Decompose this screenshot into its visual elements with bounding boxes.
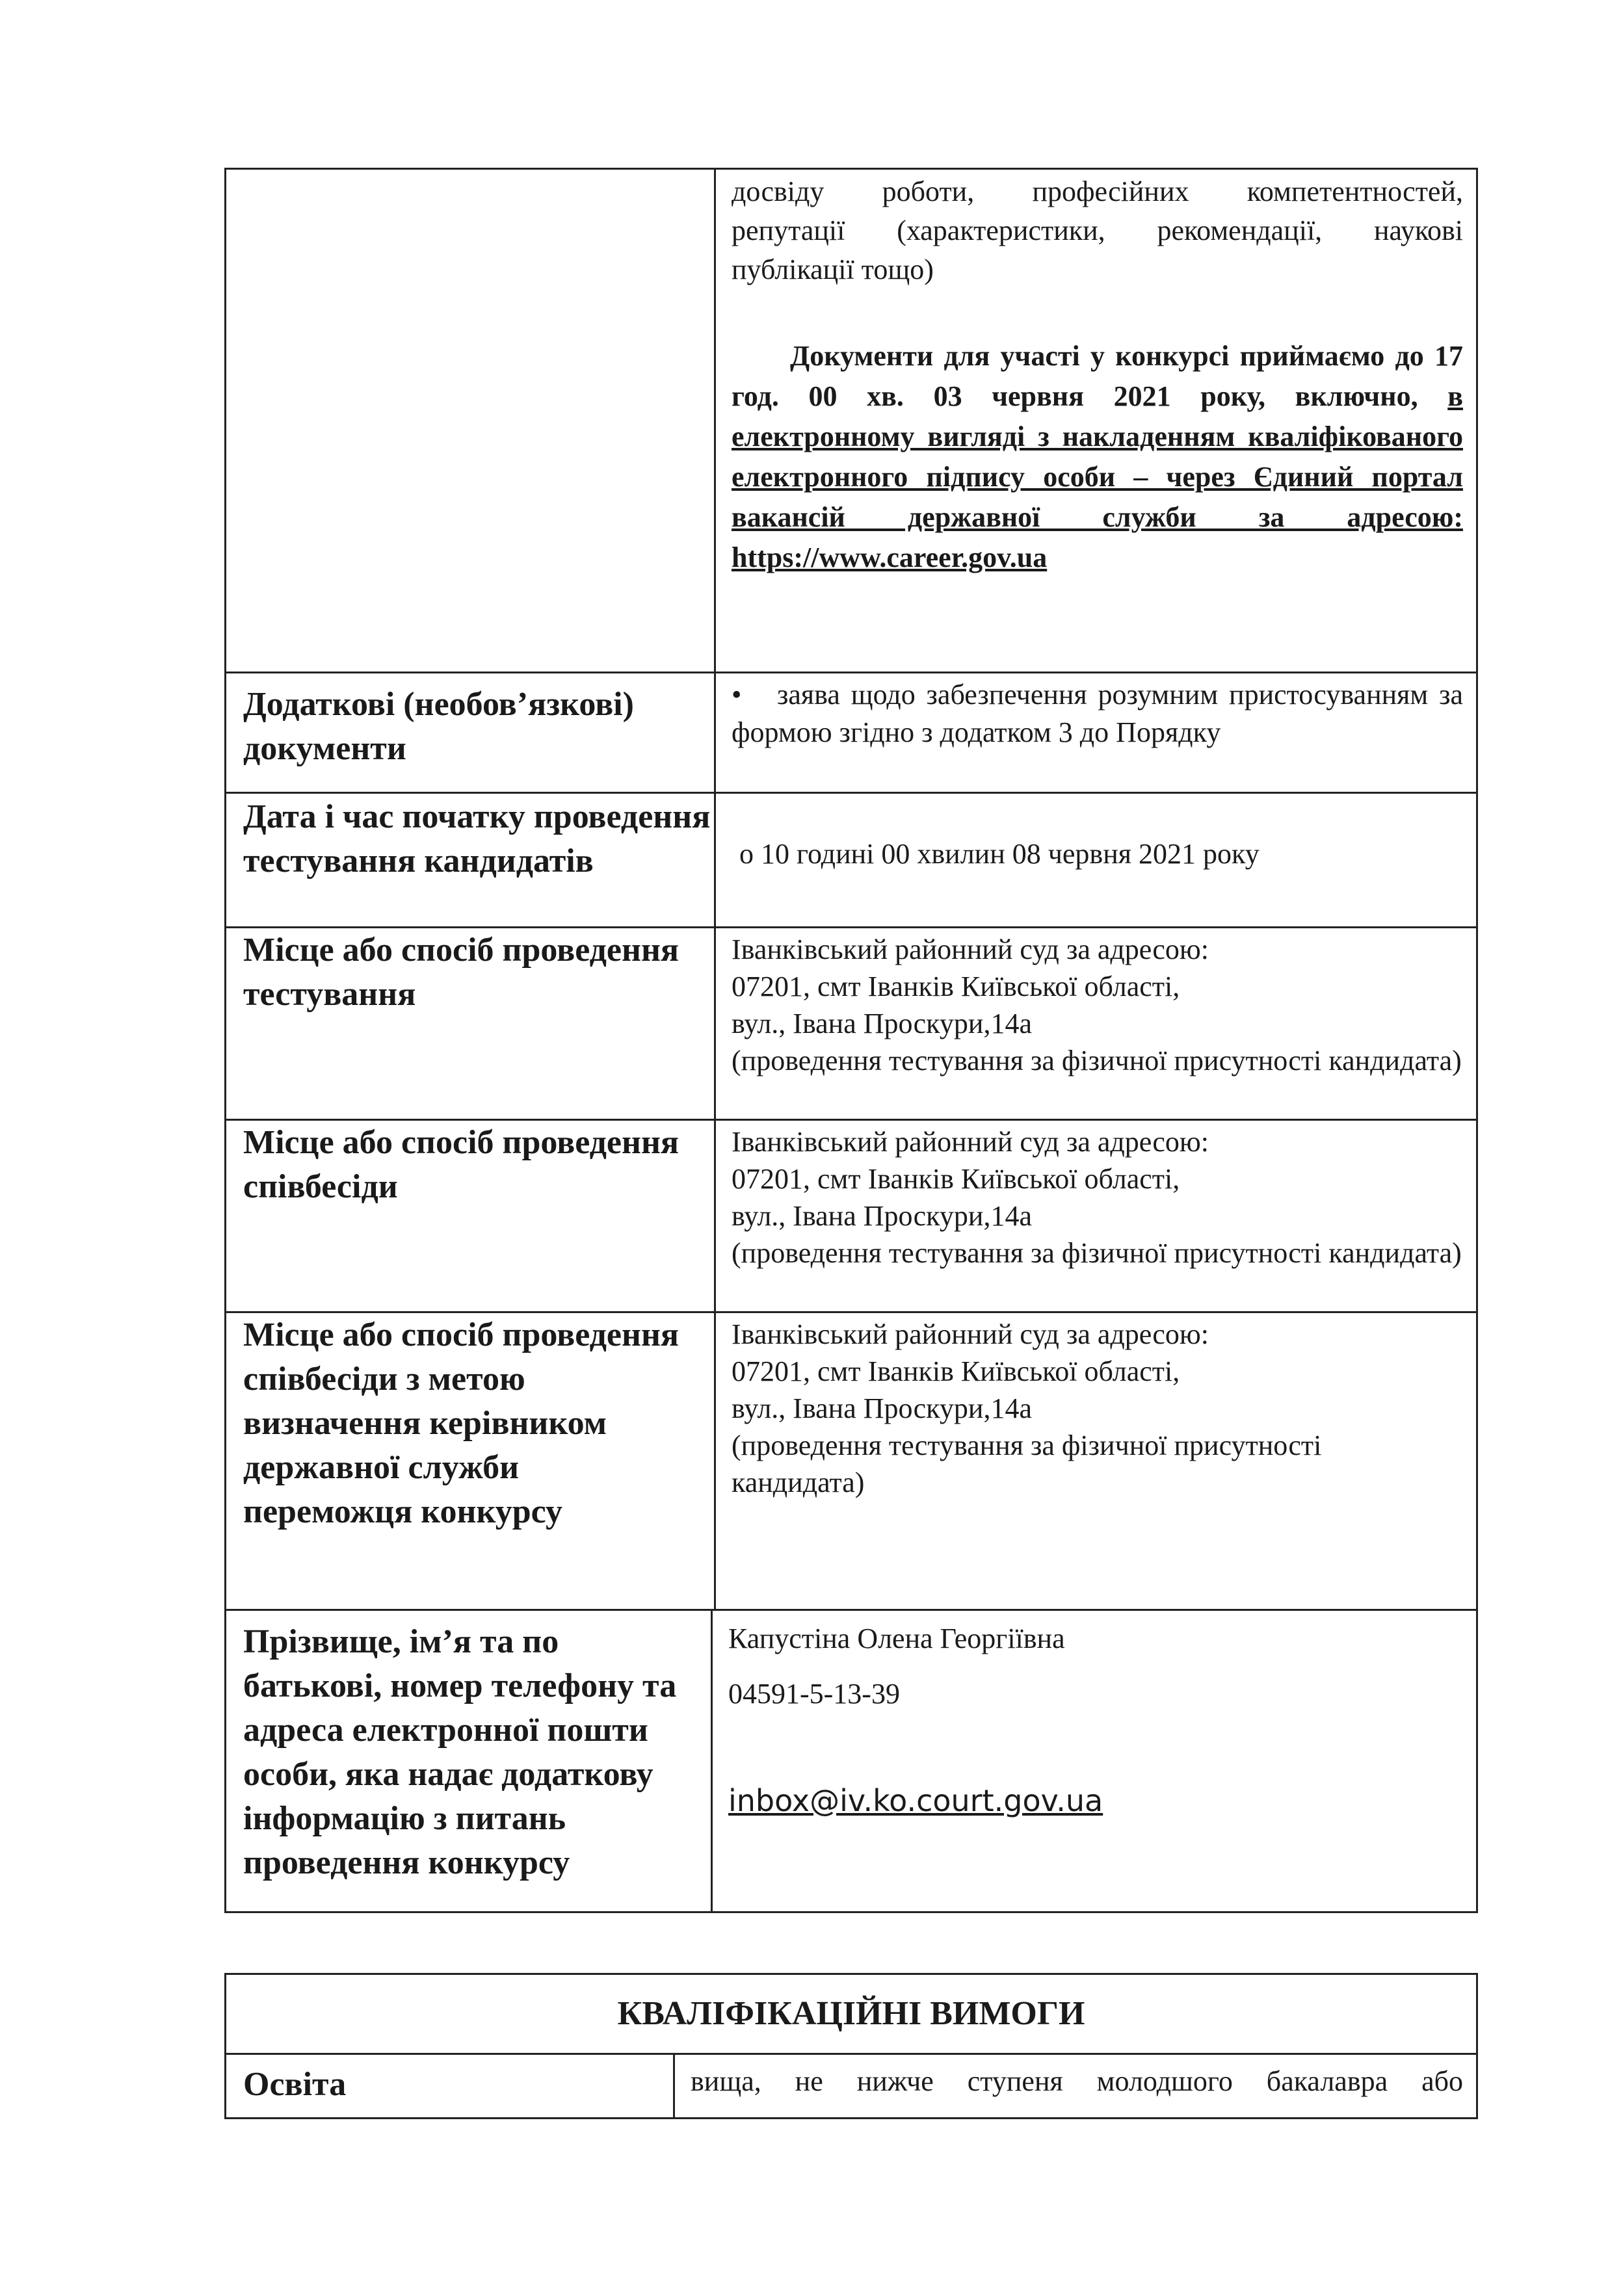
table-row — [226, 1313, 1476, 1611]
table-row — [226, 1121, 1476, 1313]
location-line-3: вул., Івана Проскури,14а — [732, 1200, 1032, 1232]
value-cell — [713, 1611, 1476, 1911]
location-line-2: 07201, смт Іванків Київської області, — [732, 1355, 1180, 1387]
value-cell — [716, 794, 1476, 926]
table-row — [226, 794, 1476, 928]
location-line-4: (проведення тестування за фізичної присутності — [732, 1429, 1322, 1461]
table-row — [226, 928, 1476, 1121]
row-label: Місце або спосіб проведення співбесіди з метою визначення керівником державної служби переможця конкурсу — [243, 1316, 680, 1530]
table-header-row — [226, 1975, 1476, 2055]
location-line-4: (проведення тестування за фізичної присутності кандидата) — [732, 1045, 1462, 1076]
value-cell — [716, 1313, 1476, 1609]
email-link[interactable]: inbox@iv.ko.court.gov.ua — [728, 1783, 1103, 1818]
deadline-lead: Документи для участі у конкурсі приймаємо до 17 год. 00 хв. 03 червня 2021 року, включно, — [732, 340, 1463, 412]
label-cell — [226, 1121, 716, 1311]
education-requirement: вища, не нижче ступеня молодшого бакалавра або — [691, 2065, 1463, 2097]
cont-line-2: репутації (характеристики, рекомендації, наукові — [732, 215, 1463, 246]
table-row — [226, 2055, 1476, 2117]
location-line-3: вул., Івана Проскури,14а — [732, 1008, 1032, 1039]
deadline-submission-method: в електронному вигляді з накладенням кваліфікованого електронного підпису особи – через Єдиний портал вакансій державної служби за адресою: https://www.career.gov.ua — [732, 380, 1463, 573]
contact-name: Капустіна Олена Георгіївна — [728, 1623, 1065, 1654]
contact-phone: 04591-5-13-39 — [728, 1678, 900, 1710]
value-cell — [716, 928, 1476, 1119]
location-line-4: (проведення тестування за фізичної присутності кандидата) — [732, 1237, 1462, 1269]
location-line-5: кандидата) — [732, 1467, 865, 1498]
interview-location — [716, 1121, 1476, 1272]
row-label: Додаткові (необов’язкові) документи — [243, 686, 634, 767]
requirements-continuation — [716, 170, 1476, 289]
bullet-icon: • — [732, 679, 742, 711]
table-row — [226, 673, 1476, 794]
cont-line-1: досвіду роботи, професійних компетентностей, — [732, 176, 1463, 207]
row-label — [226, 170, 714, 177]
section-title: КВАЛІФІКАЦІЙНІ ВИМОГИ — [617, 1995, 1085, 2032]
row-label: Освіта — [243, 2066, 347, 2103]
location-line-1: Іванківський районний суд за адресою: — [732, 1318, 1209, 1350]
location-line-1: Іванківський районний суд за адресою: — [732, 1126, 1209, 1158]
value-cell — [716, 1121, 1476, 1311]
row-label: Дата і час початку проведення тестування кандидатів — [243, 798, 711, 880]
location-line-1: Іванківський районний суд за адресою: — [732, 933, 1209, 965]
row-label: Прізвище, ім’я та по батькові, номер телефону та адреса електронної пошти особи, яка надає додаткову інформацію з питань проведення конкурсу — [243, 1623, 677, 1881]
testing-location — [716, 928, 1476, 1079]
location-line-3: вул., Івана Проскури,14а — [732, 1392, 1032, 1424]
label-cell — [226, 1313, 716, 1609]
row-label: Місце або спосіб проведення тестування — [243, 932, 680, 1013]
qualification-table — [224, 1973, 1478, 2119]
location-line-2: 07201, смт Іванків Київської області, — [732, 971, 1180, 1002]
table-row — [226, 170, 1476, 673]
contact-email — [713, 1715, 1476, 1823]
testing-datetime: о 10 годині 00 хвилин 08 червня 2021 року — [739, 838, 1260, 870]
label-cell — [226, 1611, 713, 1911]
label-cell — [226, 794, 716, 926]
label-cell — [226, 673, 716, 792]
value-cell — [716, 170, 1476, 672]
optional-documents-text: заява щодо забезпечення розумним пристосуванням за формою згідно з додатком 3 до Порядку — [732, 679, 1463, 748]
winner-interview-location — [716, 1313, 1476, 1501]
location-line-2: 07201, смт Іванків Київської області, — [732, 1163, 1180, 1195]
cont-line-3: публікації тощо) — [732, 254, 934, 285]
label-cell — [226, 2055, 675, 2117]
label-cell — [226, 928, 716, 1119]
row-value — [716, 673, 1476, 751]
label-cell — [226, 170, 716, 672]
deadline-paragraph — [716, 289, 1476, 578]
value-cell — [716, 673, 1476, 792]
table-row — [226, 1611, 1476, 1911]
value-cell — [675, 2055, 1476, 2117]
row-label: Місце або спосіб проведення співбесіди — [243, 1124, 680, 1205]
info-table — [224, 168, 1478, 1913]
